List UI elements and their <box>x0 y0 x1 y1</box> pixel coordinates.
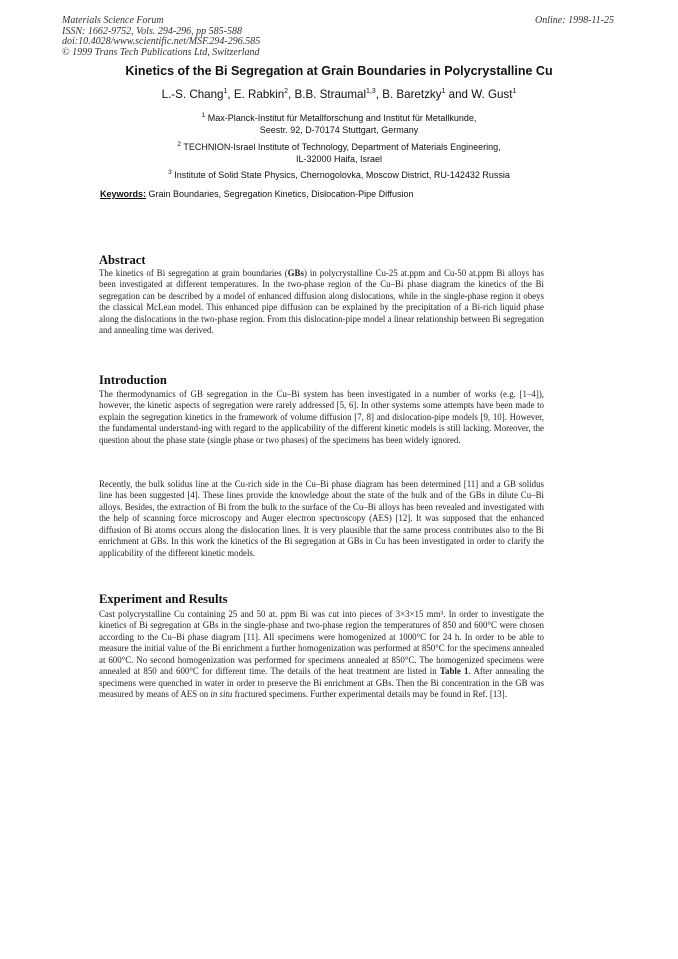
affiliation-text: IL-32000 Haifa, Israel <box>295 153 383 164</box>
affiliation-text: Seestr. 92, D-70174 Stuttgart, Germany <box>259 124 419 135</box>
author-name: W. Gust <box>471 88 513 101</box>
author-affiliation-mark: 1 <box>441 88 446 96</box>
header-citation <box>62 16 260 58</box>
abstract-paragraph: The kinetics of Bi segregation at grain boundaries (GBs) in polycrystalline Cu-25 at.ppm and Cu-50 at.ppm Bi alloys has been investigated at different temperatures. In the two-phase region of the Cu–Bi phase diagram the kinetics of the Bi segregation can be described by a model of enhanced diffusion along dislocations, while in the single-phase region it obeys the classical McLean model. This enhanced pipe diffusion can be explained by the precipitation of a Bi-rich liquid phase along the dislocations in the two-phase region. From this dislocation-pipe model a linear relationship between Bi segregation and annealing time was derived. <box>99 268 544 336</box>
affiliation-text: Institute of Solid State Physics, Chernogolovka, Moscow District, RU-142432 Russia <box>174 170 510 180</box>
copyright-line: © 1999 Trans Tech Publications Ltd, Switzerland <box>62 46 260 58</box>
abstract-heading: Abstract <box>99 253 146 267</box>
author-affiliation-mark: 1 <box>223 88 228 96</box>
author-name: B.B. Straumal <box>294 88 367 101</box>
author-name: L.-S. Chang <box>161 88 224 101</box>
author-connector: and <box>448 88 468 101</box>
paper-title: Kinetics of the Bi Segregation at Grain Boundaries in Polycrystalline Cu <box>125 64 553 78</box>
affiliation-2 <box>0 139 678 165</box>
experiment-heading: Experiment and Results <box>99 592 228 606</box>
author-affiliation-mark: 2 <box>284 88 289 96</box>
affiliation-number: 1 <box>201 112 206 119</box>
keywords-label: Keywords: <box>100 189 147 199</box>
keywords-text: Grain Boundaries, Segregation Kinetics, Dislocation-Pipe Diffusion <box>148 189 414 199</box>
author-name: B. Baretzky <box>382 88 442 101</box>
issn-line: ISSN: 1662-9752, Vols. 294-296, pp 585-588 <box>62 25 242 37</box>
affiliation-1 <box>0 110 678 136</box>
online-date: Online: 1998-11-25 <box>535 15 614 26</box>
introduction-paragraph-2: Recently, the bulk solidus line at the Cu-rich side in the Cu–Bi phase diagram has been determined [11] and a GB solidus line has been suggested [4]. These lines provide the knowledge about the state of the bulk and of the GBs in dilute Cu–Bi alloys. Besides, the extraction of Bi from the bulk to the surface of the Cu–Bi alloys has been revealed and investigated with the help of scanning force microscopy and Auger electron spectroscopy (AES) [12]. It was supposed that the enhanced diffusion of Bi atoms occurs along the dislocation lines. It is very plausible that the same process contributes also to the Bi enrichment at GBs. In this work the kinetics of the Bi segregation at GBs in Cu has been investigated in order to clarify the applicability of the different kinetic models. <box>99 479 544 558</box>
affiliation-text: Max-Planck-Institut für Metallforschung and Institut für Metallkunde, <box>207 113 477 123</box>
journal-name: Materials Science Forum <box>62 15 164 26</box>
author-list: L.-S. Chang$^1$, E. Rabkin$^2$, B.B. Straumal$^{1,3}$, B. Baretzky$^1$ and W. Gust$^1$ <box>161 88 517 101</box>
author-affiliation-mark: 1,3 <box>366 88 376 96</box>
affiliation-number: 3 <box>168 169 172 176</box>
author-name: E. Rabkin <box>233 88 285 101</box>
introduction-paragraph-1: The thermodynamics of GB segregation in the Cu–Bi system has been investigated in a number of works (e.g. [1–4]), however, the kinetic aspects of segregation were rarely addressed [5, 6]. In other systems some attempts have been made to explain the segregation kinetics in the framework of volume diffusion [7, 8] and dislocation-pipe models [9, 10]. However, the fundamental understand-ing with regard to the applicability of the different kinetic models is still lacking. Moreover, the question about the phase state (single phase or two phases) of the specimens has been widely ignored. <box>99 389 544 445</box>
experiment-paragraph: Cast polycrystalline Cu containing 25 and 50 at. ppm Bi was cut into pieces of 3×3×15 mm³. In order to investigate the kinetics of Bi segregation at GBs in the single-phase and two-phase region the temperatures of 850 and 600°C were chosen according to the Cu–Bi phase diagram [11]. All specimens were homogenized at 1000°C for 24 h. In order to be able to measure the initial value of the Bi enrichment a further homogenization was performed at 850°C for the specimens annealed at 600°C. No second homogenization was performed for specimens annealed at 850°C. The homogenized specimens were annealed at 850 and 600°C for different time. The details of the heat treatment are listed in Table 1. After annealing the specimens were quenched in water in order to preserve the Bi enrichment at GBs. Then the Bi concentration in the GB was measured by means of AES on in situ fractured specimens. Further experimental details may be found in Ref. [13]. <box>99 609 544 700</box>
affiliation-3 <box>0 167 678 182</box>
author-affiliation-mark: 1 <box>512 88 517 96</box>
table-reference[interactable]: Table 1 <box>439 666 469 677</box>
affiliation-number: 2 <box>177 141 181 148</box>
affiliation-text: TECHNION-Israel Institute of Technology, Department of Materials Engineering, <box>183 142 501 152</box>
doi-line[interactable]: doi:10.4028/www.scientific.net/MSF.294-296.585 <box>62 36 261 48</box>
in-situ-term: in situ <box>210 689 233 700</box>
gbs-abbreviation: GBs <box>287 268 304 278</box>
introduction-heading: Introduction <box>99 373 167 387</box>
keywords-line <box>100 189 414 199</box>
